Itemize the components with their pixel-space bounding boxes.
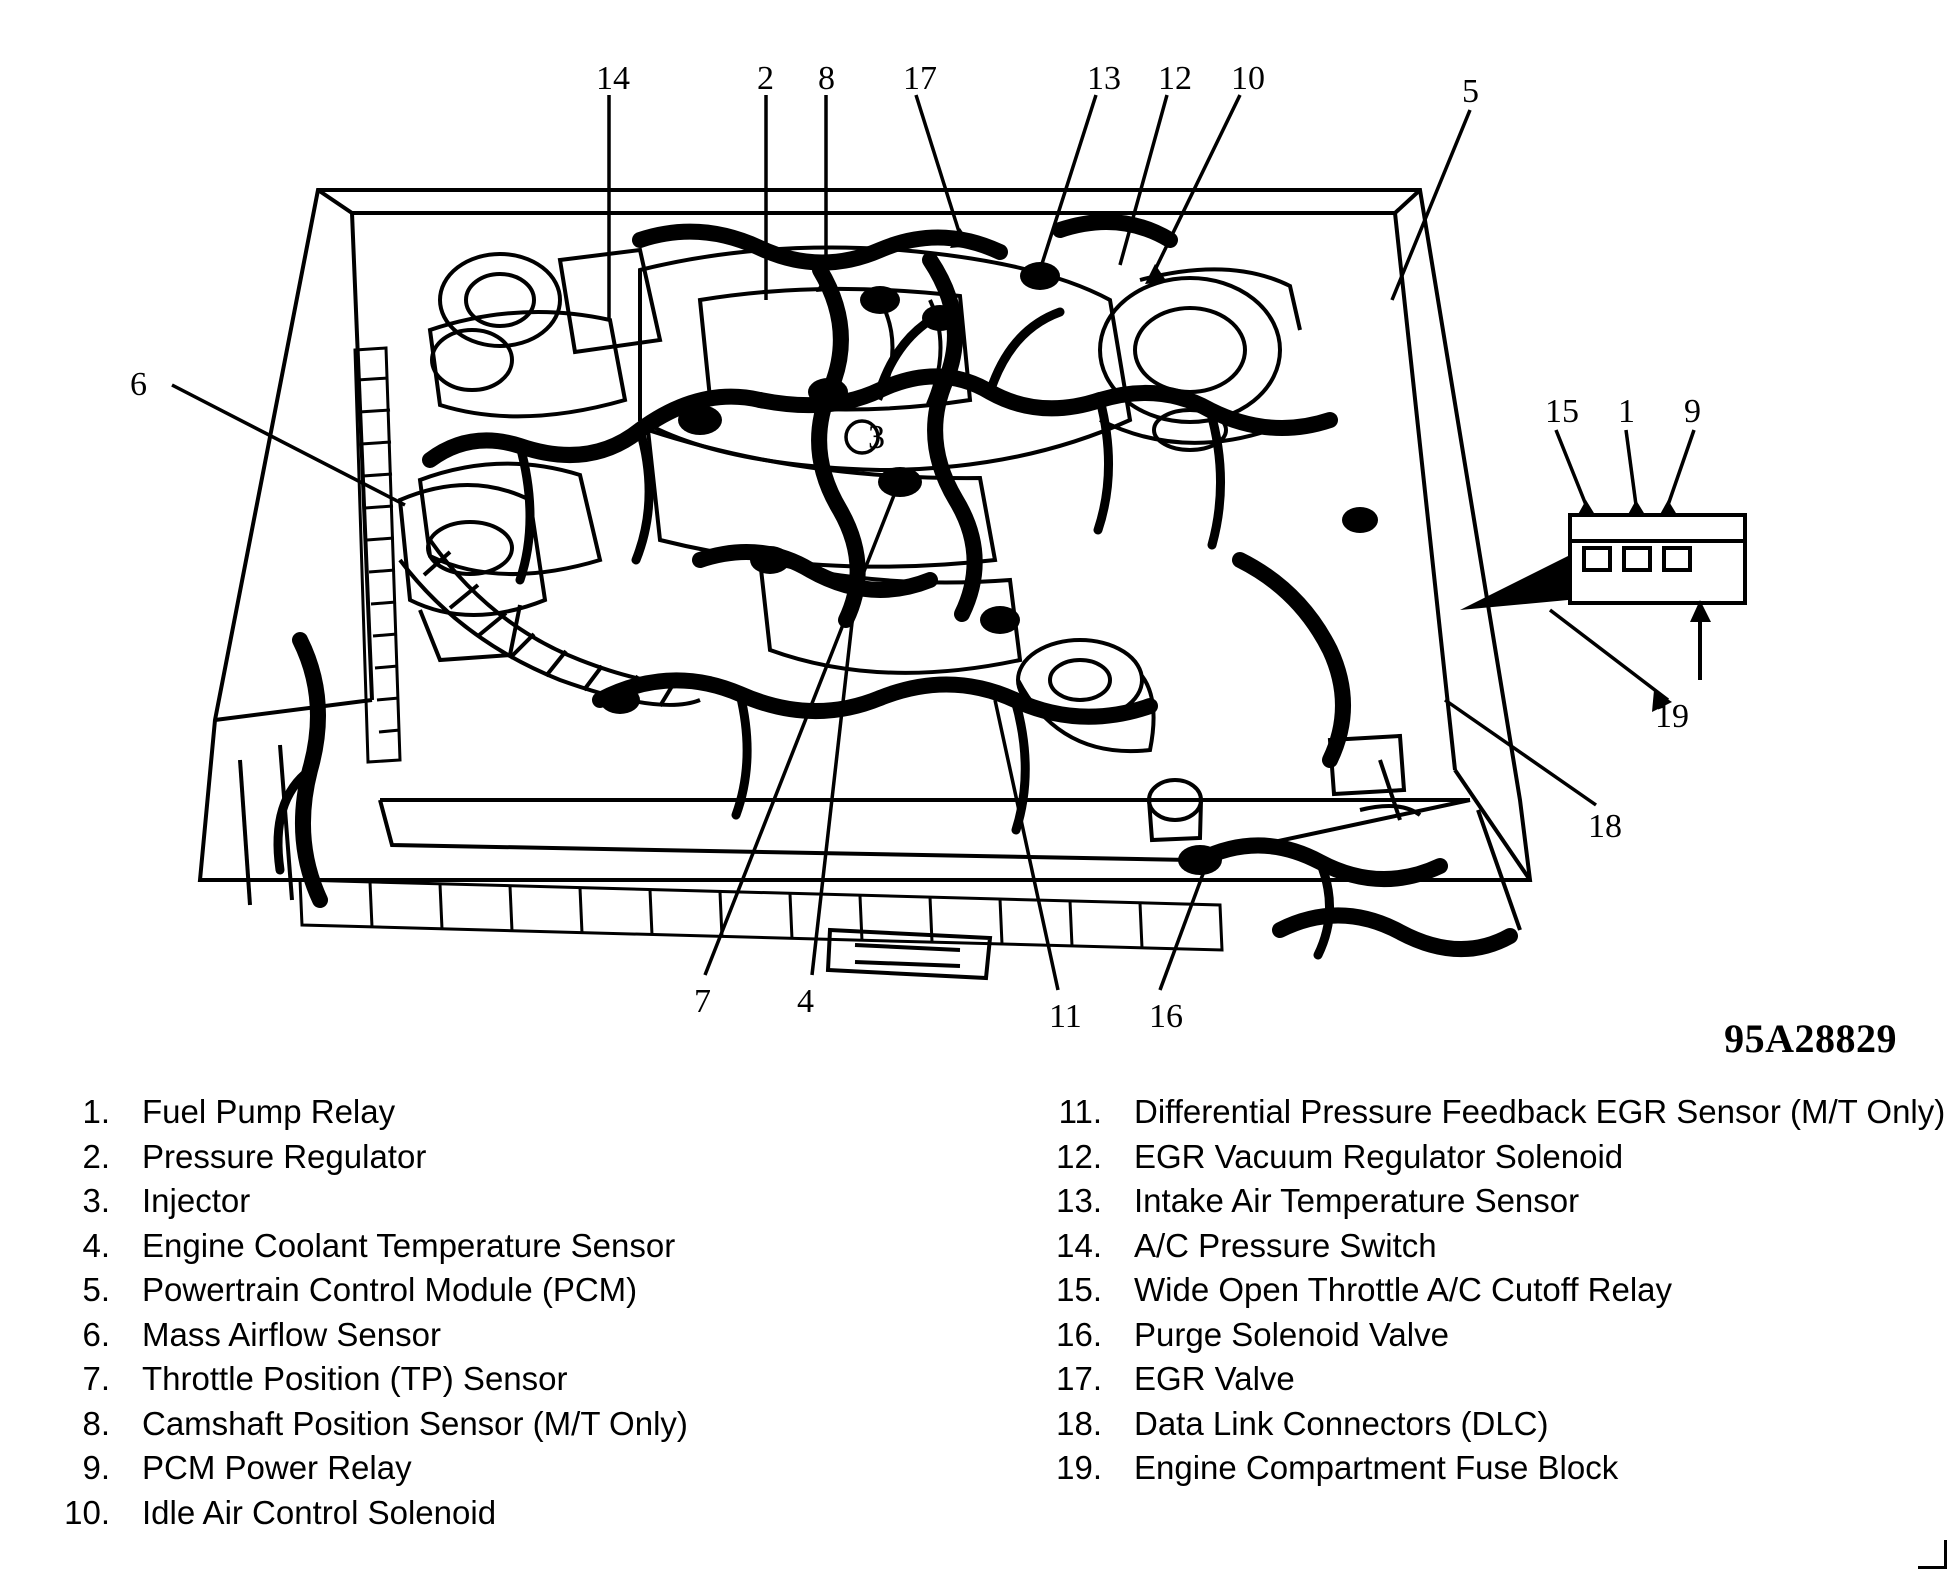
legend-label: Data Link Connectors (DLC)	[1134, 1404, 1549, 1442]
legend-item-5	[48, 1268, 948, 1313]
callout-6: 6	[130, 366, 147, 403]
legend-number: 16.	[1056, 1315, 1102, 1353]
legend-item-17	[1040, 1357, 1940, 1402]
legend-item-6	[48, 1313, 948, 1358]
legend-number: 17.	[1056, 1360, 1102, 1397]
legend-item-13	[1040, 1179, 1940, 1224]
callout-15: 15	[1545, 393, 1579, 430]
callout-7: 7	[694, 983, 711, 1020]
legend-item-9	[48, 1446, 948, 1491]
legend-label: Idle Air Control Solenoid	[142, 1493, 497, 1531]
legend-number: 12.	[1056, 1137, 1102, 1175]
legend-item-15	[1040, 1268, 1940, 1313]
legend-label: Engine Compartment Fuse Block	[1134, 1449, 1619, 1486]
callout-2: 2	[757, 60, 774, 97]
legend-number: 11.	[1058, 1093, 1102, 1130]
legend-label: Wide Open Throttle A/C Cutoff Relay	[1134, 1271, 1673, 1308]
callout-8: 8	[818, 60, 835, 97]
legend-label: Powertrain Control Module (PCM)	[142, 1271, 638, 1308]
legend-item-14	[1040, 1224, 1940, 1269]
callout-16: 16	[1149, 998, 1183, 1035]
legend-number: 5.	[82, 1271, 110, 1308]
callout-1: 1	[1618, 393, 1635, 430]
callout-5: 5	[1462, 73, 1479, 110]
legend-number: 2.	[82, 1137, 110, 1175]
legend-number: 14.	[1056, 1226, 1102, 1264]
legend-number: 8.	[82, 1404, 110, 1442]
legend-item-11	[1040, 1090, 1946, 1135]
callout-10: 10	[1231, 60, 1265, 97]
legend-item-16	[1040, 1313, 1940, 1358]
legend-label: Throttle Position (TP) Sensor	[142, 1360, 568, 1397]
callout-19: 19	[1655, 698, 1689, 735]
callout-11: 11	[1049, 998, 1082, 1035]
legend-number: 18.	[1056, 1404, 1102, 1442]
legend-item-4	[48, 1224, 948, 1269]
legend-label: A/C Pressure Switch	[1134, 1226, 1437, 1264]
legend-label: PCM Power Relay	[142, 1449, 412, 1486]
legend-label: Intake Air Temperature Sensor	[1134, 1182, 1580, 1219]
legend-item-19	[1040, 1446, 1940, 1491]
callout-18: 18	[1588, 808, 1622, 845]
legend-label: EGR Vacuum Regulator Solenoid	[1134, 1137, 1624, 1175]
legend-label: Purge Solenoid Valve	[1134, 1315, 1449, 1353]
legend-item-12	[1040, 1135, 1940, 1180]
legend-item-2	[48, 1135, 948, 1180]
legend-label: Injector	[142, 1182, 251, 1219]
figure-code: 95A28829	[1724, 1016, 1897, 1061]
callout-3-inline: 3	[868, 419, 885, 456]
legend-label: Engine Coolant Temperature Sensor	[142, 1226, 676, 1264]
callout-9: 9	[1684, 393, 1701, 430]
legend-number: 1.	[82, 1093, 110, 1130]
legend-number: 13.	[1056, 1182, 1102, 1219]
legend-number: 7.	[82, 1360, 110, 1397]
strut-tower-right	[1018, 640, 1154, 751]
reservoir-boxes	[1149, 736, 1420, 840]
cowl-ribbing	[300, 880, 1222, 950]
callout-4: 4	[797, 983, 814, 1020]
legend	[0, 1090, 1957, 1560]
legend-item-8	[48, 1402, 948, 1447]
legend-item-10	[48, 1491, 948, 1536]
legend-label: Camshaft Position Sensor (M/T Only)	[142, 1404, 688, 1442]
legend-label: Differential Pressure Feedback EGR Sensor (M/T Only)	[1134, 1093, 1946, 1130]
legend-item-7	[48, 1357, 948, 1402]
legend-item-18	[1040, 1402, 1940, 1447]
callout-17: 17	[903, 60, 937, 97]
legend-label: Mass Airflow Sensor	[142, 1315, 441, 1353]
legend-number: 10.	[64, 1493, 110, 1531]
legend-number: 6.	[82, 1315, 110, 1353]
legend-label: Fuel Pump Relay	[142, 1093, 396, 1130]
legend-number: 9.	[82, 1449, 110, 1486]
callout-12: 12	[1158, 60, 1192, 97]
legend-item-3	[48, 1179, 948, 1224]
legend-label: EGR Valve	[1134, 1360, 1295, 1397]
page-corner-mark	[1918, 1540, 1947, 1569]
legend-number: 15.	[1056, 1271, 1102, 1308]
legend-number: 4.	[82, 1226, 110, 1264]
legend-item-1	[48, 1090, 948, 1135]
engine-compartment-fuse-block	[1460, 515, 1745, 680]
callout-13: 13	[1087, 60, 1121, 97]
legend-number: 19.	[1056, 1449, 1102, 1486]
front-panel-detail	[828, 760, 1400, 978]
legend-label: Pressure Regulator	[142, 1137, 427, 1175]
legend-column-left	[48, 1090, 948, 1535]
legend-number: 3.	[82, 1182, 110, 1219]
legend-column-right	[1040, 1090, 1946, 1491]
callout-14: 14	[596, 60, 630, 97]
